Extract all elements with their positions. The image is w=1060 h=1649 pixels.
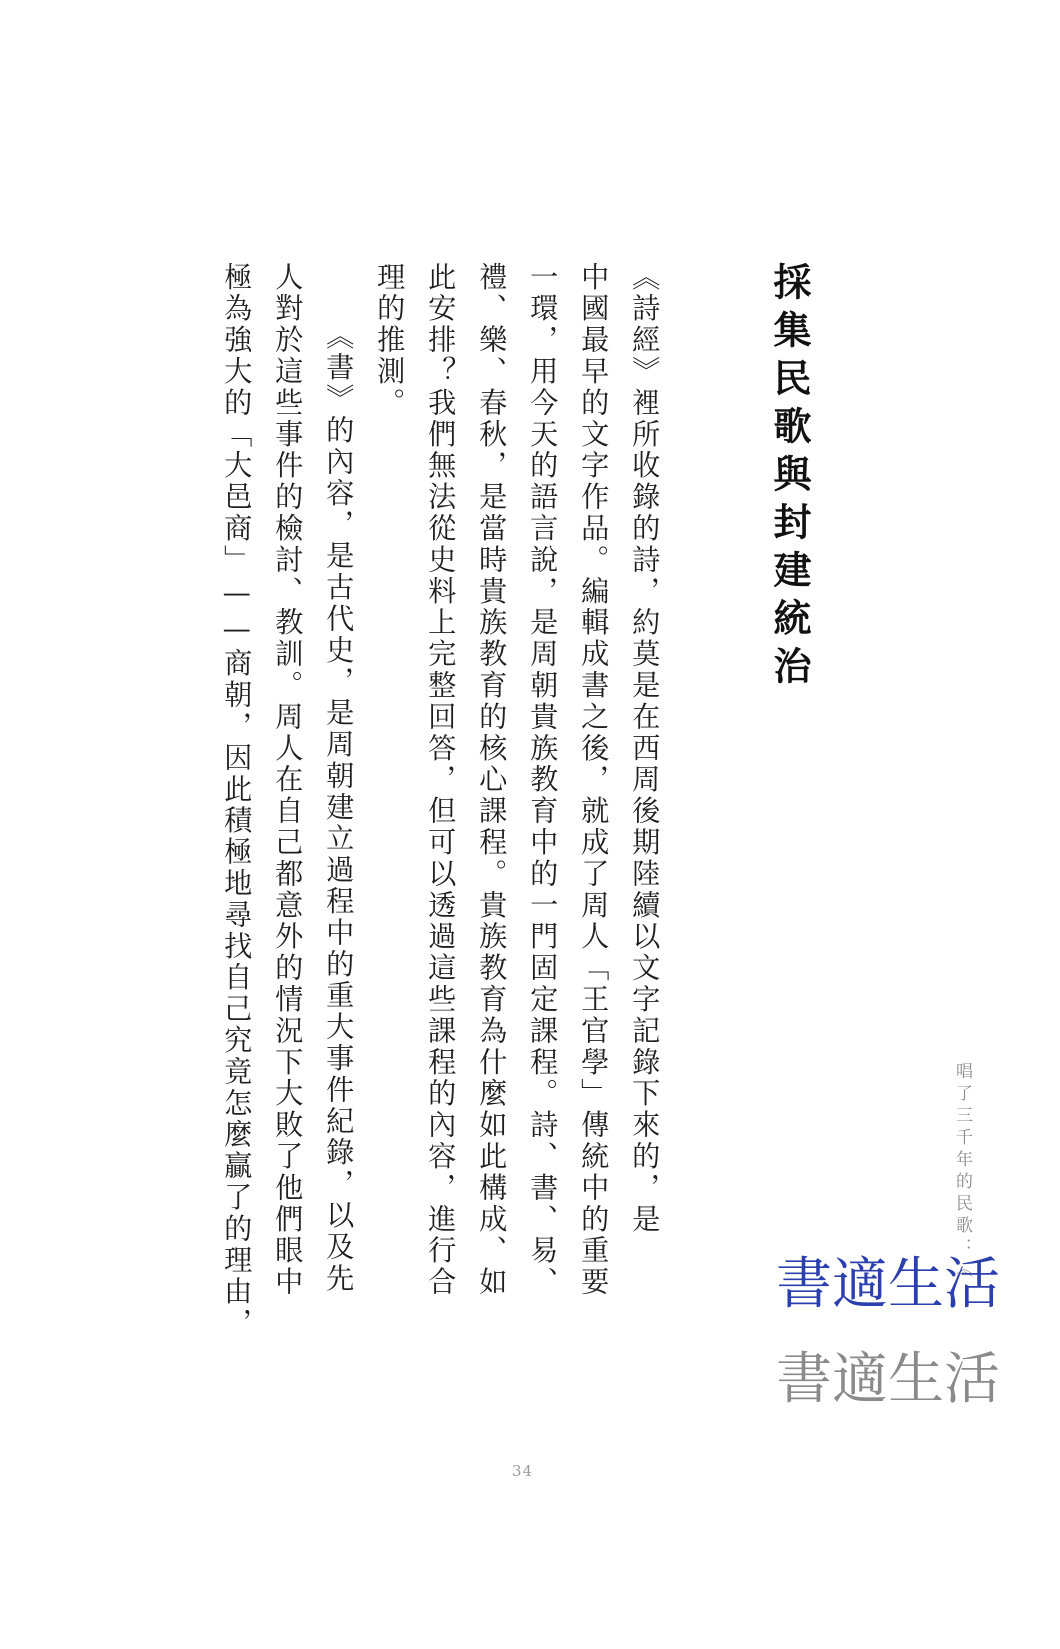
chapter-title: 採集民歌與封建統治 (767, 262, 812, 694)
page-number: 34 (512, 1462, 534, 1480)
body-text-column: 《書》的內容，是古代史，是周朝建立過程中的重大事件紀錄，以及先 (322, 321, 356, 1295)
body-text-column: 《詩經》裡所收錄的詩，約莫是在西周後期陸續以文字記錄下來的，是 (628, 262, 662, 1236)
watermark-gray: 書適生活 (776, 1347, 1000, 1412)
running-head: 唱了三千年的民歌：《 (952, 1062, 972, 1282)
body-text-column: 一環，用今天的語言說，是周朝貴族教育中的一門固定課程。詩、書、易、 (526, 262, 560, 1299)
body-text-column: 極為強大的「大邑商」——商朝，因此積極地尋找自己究竟怎麼贏了的理由， (220, 262, 254, 1340)
body-text-column: 中國最早的文字作品。編輯成書之後，就成了周人「王官學」傳統中的重要 (577, 262, 611, 1299)
body-text-column: 此安排？我們無法從史料上完整回答，但可以透過這些課程的內容，進行合 (424, 262, 458, 1299)
body-text-column: 禮、樂、春秋，是當時貴族教育的核心課程。貴族教育為什麼如此構成、如 (475, 262, 509, 1299)
body-text-column: 理的推測。 (373, 262, 407, 419)
body-text-column: 人對於這些事件的檢討、教訓。周人在自己都意外的情況下大敗了他們眼中 (271, 262, 305, 1299)
watermark-blue: 書適生活 (776, 1252, 1000, 1317)
